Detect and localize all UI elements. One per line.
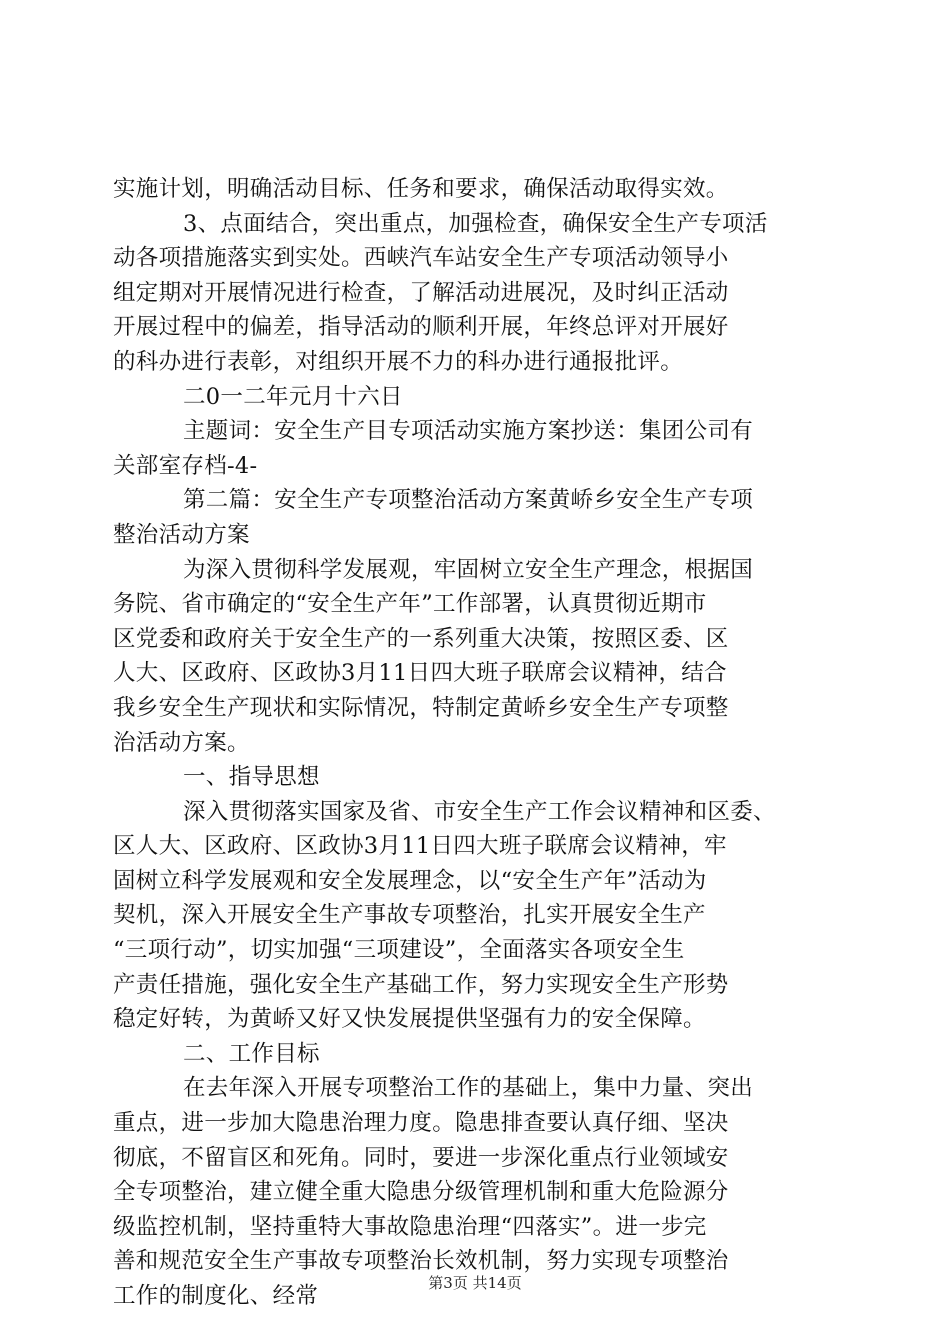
text-line: 动各项措施落实到实处。西峡汽车站安全生产专项活动领导小 xyxy=(113,245,729,272)
text-line: 主题词：安全生产目专项活动实施方案抄送：集团公司有 xyxy=(183,418,754,445)
text-line: 稳定好转，为黄峤又好又快发展提供坚强有力的安全保障。 xyxy=(113,1006,706,1033)
text-line: 深入贯彻落实国家及省、市安全生产工作会议精神和区委、 xyxy=(183,798,776,825)
section-heading: 一、指导思想 xyxy=(183,764,320,791)
text-line: 全专项整治，建立健全重大隐患分级管理机制和重大危险源分 xyxy=(113,1179,729,1206)
text-line: 人大、区政府、区政协3月11日四大班子联席会议精神，结合 xyxy=(113,660,727,687)
text-line: 为深入贯彻科学发展观，牢固树立安全生产理念，根据国 xyxy=(183,556,754,583)
text-line: 区党委和政府关于安全生产的一系列重大决策，按照区委、区 xyxy=(113,625,729,652)
section-heading: 二、工作目标 xyxy=(183,1040,320,1067)
text-line: 开展过程中的偏差，指导活动的顺利开展，年终总评对开展好 xyxy=(113,314,729,341)
text-line: 级监控机制，坚持重特大事故隐患治理“四落实”。进一步完 xyxy=(113,1213,707,1240)
text-line: 重点，进一步加大隐患治理力度。隐患排查要认真仔细、坚决 xyxy=(113,1110,729,1137)
text-line: 我乡安全生产现状和实际情况，特制定黄峤乡安全生产专项整 xyxy=(113,694,729,721)
text-line: 实施计划，明确活动目标、任务和要求，确保活动取得实效。 xyxy=(113,176,729,202)
section-title: 整治活动方案 xyxy=(113,521,250,548)
text-line: 工作的制度化、经常 xyxy=(113,1283,319,1309)
page-number: 第3页 共14页 xyxy=(428,1274,522,1292)
text-line: 区人大、区政府、区政协3月11日四大班子联席会议精神，牢 xyxy=(113,833,727,860)
text-line: 产责任措施，强化安全生产基础工作，努力实现安全生产形势 xyxy=(113,971,729,998)
text-line: 关部室存档-4- xyxy=(113,452,258,479)
text-line: 治活动方案。 xyxy=(113,729,250,756)
text-line: 在去年深入开展专项整治工作的基础上，集中力量、突出 xyxy=(183,1075,754,1102)
text-line: 组定期对开展情况进行检查，了解活动进展况，及时纠正活动 xyxy=(113,279,729,306)
text-line: 固树立科学发展观和安全发展理念，以“安全生产年”活动为 xyxy=(113,867,707,894)
text-line: 3、点面结合，突出重点，加强检查，确保安全生产专项活 xyxy=(183,210,768,237)
text-line: 的科办进行表彰，对组织开展不力的科办进行通报批评。 xyxy=(113,348,684,375)
text-line: 彻底，不留盲区和死角。同时，要进一步深化重点行业领域安 xyxy=(113,1144,729,1171)
section-title: 第二篇：安全生产专项整治活动方案黄峤乡安全生产专项 xyxy=(183,487,754,514)
text-line: 务院、省市确定的“安全生产年”工作部署，认真贯彻近期市 xyxy=(113,591,707,618)
date-line: 二0一二年元月十六日 xyxy=(183,383,403,410)
text-line: 善和规范安全生产事故专项整治长效机制，努力实现专项整治 xyxy=(113,1248,729,1275)
document-body xyxy=(113,172,843,1314)
text-line: “三项行动”，切实加强“三项建设”，全面落实各项安全生 xyxy=(113,937,685,964)
text-line: 契机，深入开展安全生产事故专项整治，扎实开展安全生产 xyxy=(113,902,706,929)
